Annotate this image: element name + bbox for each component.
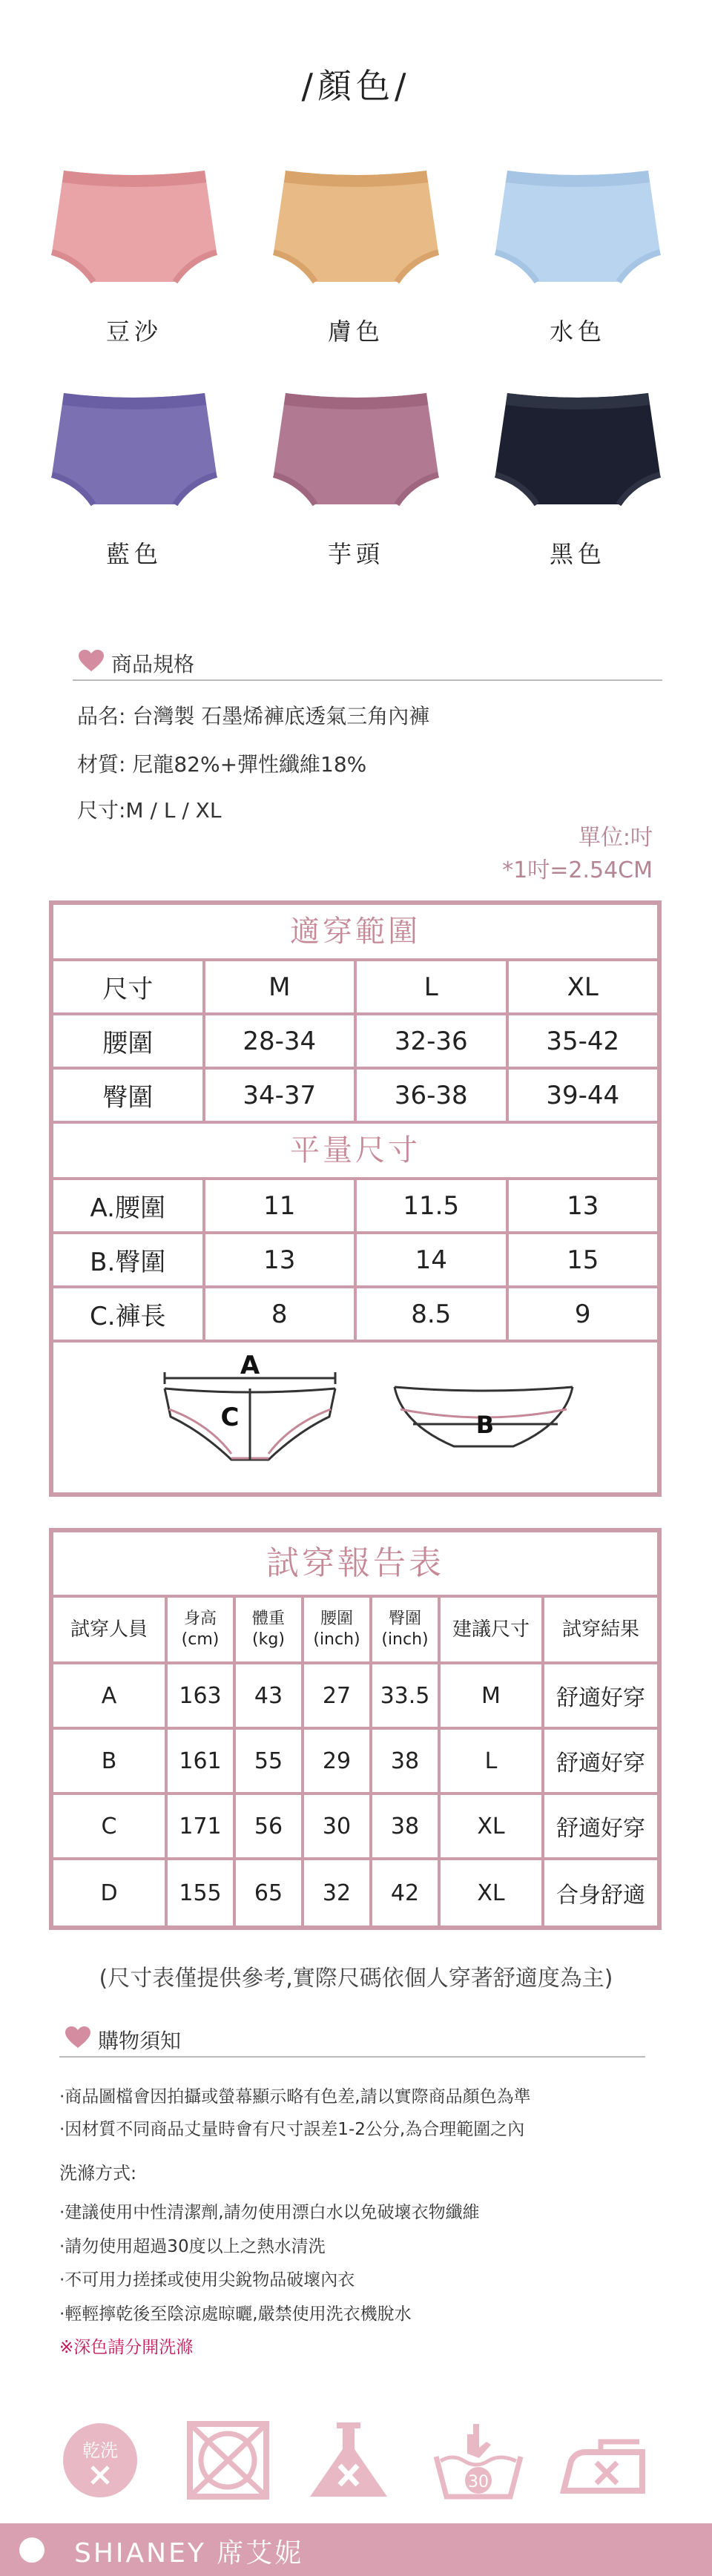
trial-header-row <box>53 1598 657 1664</box>
table-cell: L <box>357 961 509 1012</box>
table-cell: 163 <box>168 1664 236 1727</box>
table-cell: 56 <box>236 1795 304 1857</box>
table-row <box>53 1234 657 1288</box>
table-cell: M <box>441 1664 544 1727</box>
table-cell: 合身舒適 <box>556 1882 645 1908</box>
spec-name: 品名: 台灣製 石墨烯褲底透氣三角內褲 <box>77 704 430 728</box>
purchase-note: ·商品圖檔會因拍攝或螢幕顯示略有色差,請以實際商品顏色為準 <box>59 2087 531 2106</box>
spec-heading-title: 商品規格 <box>111 652 195 676</box>
table-cell: B.臀圍 <box>53 1234 205 1285</box>
table-cell: C <box>53 1795 168 1857</box>
table-cell: 35-42 <box>546 1026 620 1056</box>
table-cell: 舒適好穿 <box>556 1685 645 1711</box>
table-cell: 14 <box>357 1234 509 1285</box>
table-cell: 55 <box>236 1730 304 1792</box>
table-cell: M <box>205 961 357 1012</box>
spec-conversion: *1吋=2.54CM <box>502 857 653 883</box>
spec-material: 材質: 尼龍82%+彈性纖維18% <box>77 752 367 777</box>
wash-note: ·輕輕擰乾後至陰涼處晾曬,嚴禁使用洗衣機脫水 <box>59 2305 412 2324</box>
label-c: C <box>220 1403 240 1432</box>
table-cell: 28-34 <box>205 1015 357 1067</box>
table-cell: 腰圍 <box>53 1015 205 1067</box>
table-header-cell: 體重 (kg) <box>236 1598 304 1661</box>
wash-note: ·建議使用中性清潔劑,請勿使用漂白水以免破壞衣物纖維 <box>59 2203 480 2222</box>
table-header-cell: 試穿結果 <box>561 1618 639 1641</box>
table-cell: 30 <box>304 1795 372 1857</box>
purchase-heading-title: 購物須知 <box>98 2029 182 2053</box>
wash-warning: ※深色請分開洗滌 <box>59 2338 194 2357</box>
table-cell: XL <box>441 1860 544 1926</box>
table-row <box>53 1664 657 1730</box>
wash-note: ·不可用力搓揉或使用尖銳物品破壞內衣 <box>59 2270 355 2290</box>
underwear-icon <box>485 156 670 297</box>
size-table <box>49 900 662 1497</box>
table-cell: A.腰圍 <box>53 1180 205 1231</box>
spec-heading <box>73 645 662 681</box>
table-row <box>53 1288 657 1343</box>
no-iron-icon <box>556 2419 653 2504</box>
table-cell: 39-44 <box>546 1080 620 1110</box>
swatch-label: 芋頭 <box>327 540 384 568</box>
swatch-label: 水色 <box>549 317 606 346</box>
table-cell: 11.5 <box>357 1180 509 1231</box>
underwear-icon <box>263 156 449 297</box>
brand-name: SHIANEY 席艾妮 <box>74 2538 304 2569</box>
table-header-cell: 腰圍 (inch) <box>304 1598 372 1661</box>
table-cell: 15 <box>567 1245 599 1275</box>
purchase-note: ·因材質不同商品丈量時會有尺寸誤差1-2公分,為合理範圍之內 <box>59 2120 525 2139</box>
spec-sizes: 尺寸:M / L / XL <box>77 798 222 823</box>
table-cell: 尺寸 <box>53 961 205 1012</box>
table-cell: L <box>441 1730 544 1792</box>
swatch-douza <box>34 156 234 347</box>
underwear-icon <box>485 378 670 519</box>
table-cell: D <box>53 1860 168 1926</box>
heart-icon <box>79 650 104 675</box>
table-header-cell: 臀圍 (inch) <box>372 1598 441 1661</box>
no-tumble-dry-icon <box>185 2419 271 2504</box>
table-row <box>53 1730 657 1795</box>
table-cell: 161 <box>168 1730 236 1792</box>
table-cell: B <box>53 1730 168 1792</box>
underwear-outline-diagram <box>53 1343 657 1492</box>
trial-report-table <box>49 1528 662 1930</box>
flat-size-band: 平量尺寸 <box>53 1124 657 1180</box>
table-cell: XL <box>441 1795 544 1857</box>
temp-label: 30 <box>468 2473 489 2491</box>
table-cell: A <box>53 1664 168 1727</box>
footer-bar <box>0 2523 712 2576</box>
fit-header-row <box>53 961 657 1015</box>
colors-title: /顏色/ <box>301 66 411 106</box>
table-cell: 11 <box>205 1180 357 1231</box>
table-cell: 舒適好穿 <box>556 1750 645 1776</box>
table-row <box>53 1180 657 1234</box>
size-note: (尺寸表僅提供參考,實際尺碼依個人穿著舒適度為主) <box>99 1966 613 1992</box>
swatch-water <box>478 156 678 347</box>
table-row <box>53 1860 657 1926</box>
table-header-cell: 建議尺寸 <box>441 1598 544 1661</box>
fit-range-band: 適穿範圍 <box>53 905 657 961</box>
table-cell: C.褲長 <box>53 1288 205 1340</box>
wash-note: ·請勿使用超過30度以上之熱水清洗 <box>59 2237 326 2256</box>
table-row <box>53 1070 657 1124</box>
swatch-blue <box>34 378 234 570</box>
table-cell: 8 <box>205 1288 357 1340</box>
table-cell: 舒適好穿 <box>556 1816 645 1842</box>
purchase-heading <box>59 2022 645 2058</box>
table-cell: 65 <box>236 1860 304 1926</box>
underwear-icon <box>42 378 227 519</box>
table-cell: 34-37 <box>205 1070 357 1121</box>
table-cell: 42 <box>372 1860 441 1926</box>
table-cell: 33.5 <box>372 1664 441 1727</box>
table-cell: 29 <box>304 1730 372 1792</box>
table-row <box>53 1795 657 1860</box>
spec-unit: 單位:吋 <box>578 825 653 851</box>
label-a: A <box>240 1351 260 1380</box>
table-cell: 8.5 <box>357 1288 509 1340</box>
table-cell: 9 <box>574 1299 591 1329</box>
swatch-label: 藍色 <box>105 540 162 568</box>
care-icons <box>59 2419 653 2516</box>
table-cell: 27 <box>304 1664 372 1727</box>
label-b: B <box>475 1411 495 1439</box>
swatch-black <box>478 378 678 570</box>
underwear-icon <box>42 156 227 297</box>
wash-title: 洗滌方式: <box>59 2163 137 2184</box>
table-cell: 32 <box>304 1860 372 1926</box>
swatch-taro <box>256 378 456 570</box>
table-cell: 13 <box>567 1190 599 1221</box>
trial-table-title: 試穿報告表 <box>53 1532 657 1598</box>
swatch-label: 膚色 <box>327 317 384 346</box>
hand-wash-30-icon <box>430 2419 527 2504</box>
underwear-icon <box>263 378 449 519</box>
table-cell: 36-38 <box>357 1070 509 1121</box>
table-cell: XL <box>567 972 599 1002</box>
dry-clean-label: 乾洗 <box>82 2440 118 2461</box>
swatch-label: 豆沙 <box>105 317 162 346</box>
table-cell: 32-36 <box>357 1015 509 1067</box>
swatch-label: 黑色 <box>549 540 606 568</box>
table-cell: 171 <box>168 1795 236 1857</box>
heart-icon <box>65 2026 90 2052</box>
table-cell: 38 <box>372 1795 441 1857</box>
table-row <box>53 1015 657 1070</box>
swatch-skin <box>256 156 456 347</box>
table-header-cell: 身高 (cm) <box>168 1598 236 1661</box>
no-dry-clean-icon <box>59 2419 141 2504</box>
table-header-cell: 試穿人員 <box>53 1598 168 1661</box>
table-cell: 臀圍 <box>53 1070 205 1121</box>
table-cell: 13 <box>205 1234 357 1285</box>
table-cell: 43 <box>236 1664 304 1727</box>
no-bleach-icon <box>304 2419 393 2504</box>
table-cell: 38 <box>372 1730 441 1792</box>
measurement-diagram <box>53 1343 657 1492</box>
brand-dot-icon <box>19 2537 44 2563</box>
table-cell: 155 <box>168 1860 236 1926</box>
